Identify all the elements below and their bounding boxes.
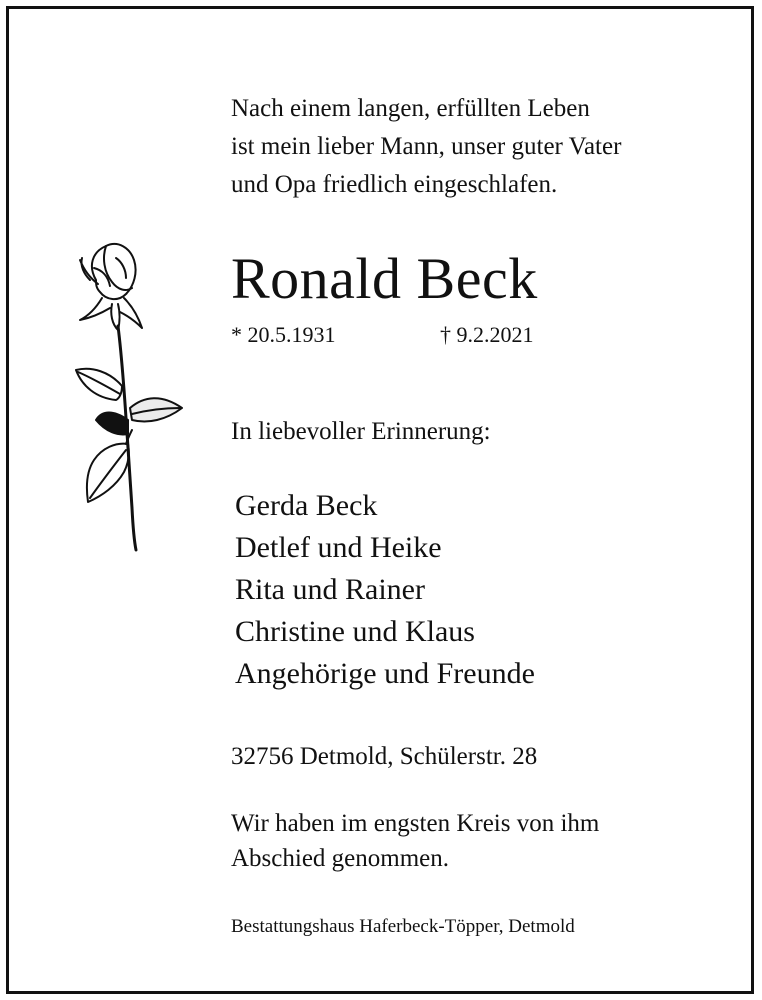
intro-line: Nach einem langen, erfüllten Leben bbox=[231, 95, 590, 122]
rose-icon bbox=[66, 238, 188, 554]
funeral-home: Bestattungshaus Haferbeck-Töpper, Detmold bbox=[231, 916, 575, 937]
farewell-line: Wir haben im engsten Kreis von ihm bbox=[231, 810, 600, 837]
deceased-name: Ronald Beck bbox=[231, 246, 538, 311]
intro-line: ist mein lieber Mann, unser guter Vater bbox=[231, 133, 622, 160]
mourner-entry: Christine und Klaus bbox=[235, 615, 475, 648]
mourner-address: 32756 Detmold, Schülerstr. 28 bbox=[231, 743, 538, 770]
memory-heading: In liebevoller Erinnerung: bbox=[231, 418, 491, 445]
intro-text bbox=[231, 90, 621, 204]
mourners-list bbox=[235, 485, 535, 695]
mourner-entry: Angehörige und Freunde bbox=[235, 657, 535, 690]
death-date: † 9.2.2021 bbox=[440, 322, 534, 347]
mourner-entry: Detlef und Heike bbox=[235, 531, 442, 564]
farewell-line: Abschied genommen. bbox=[231, 845, 450, 872]
birth-date: * 20.5.1931 bbox=[231, 322, 336, 347]
intro-line: und Opa friedlich eingeschlafen. bbox=[231, 171, 558, 198]
mourner-entry: Gerda Beck bbox=[235, 489, 378, 522]
farewell-note bbox=[231, 806, 599, 876]
mourner-entry: Rita und Rainer bbox=[235, 573, 425, 606]
